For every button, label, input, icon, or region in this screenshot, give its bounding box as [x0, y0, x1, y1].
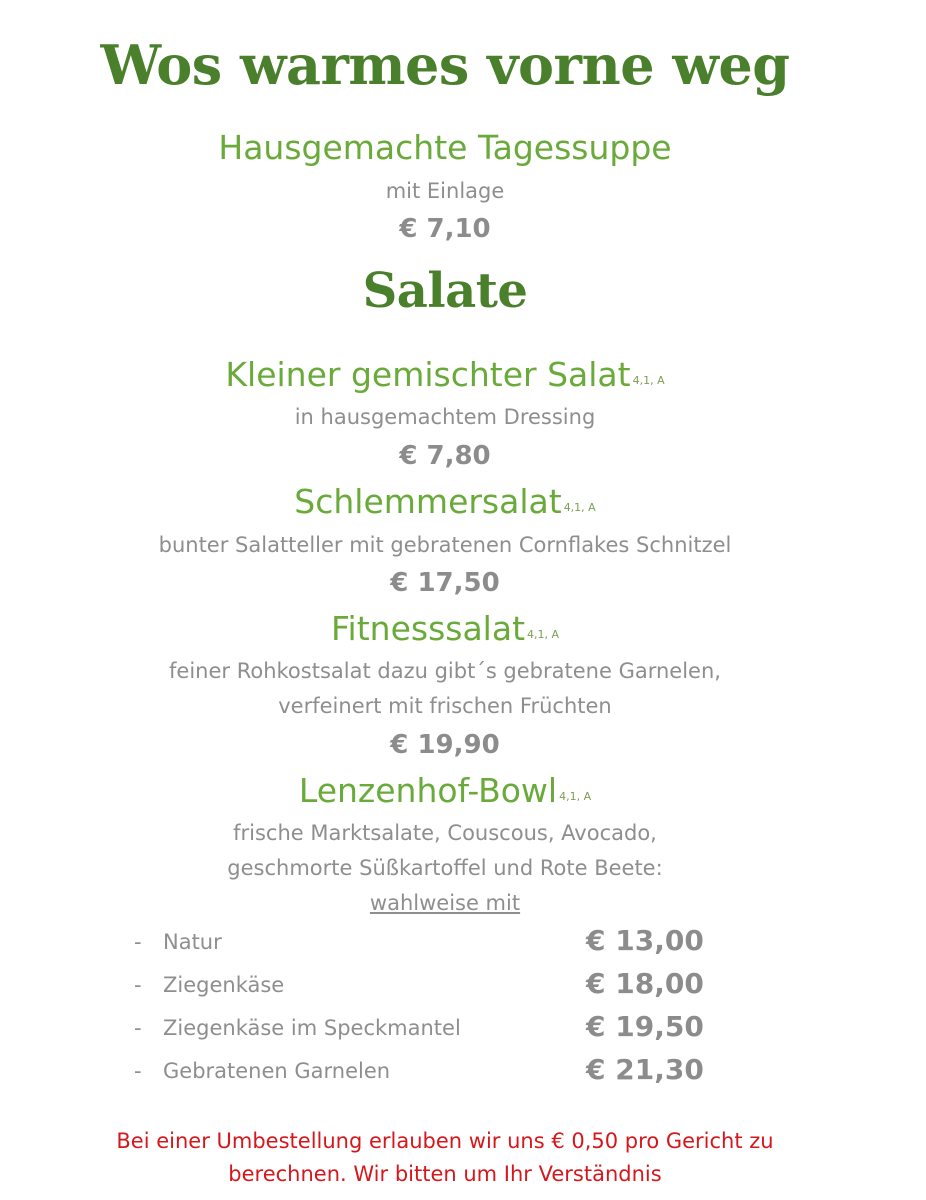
dish-price-soup: € 7,10 [399, 214, 491, 244]
dish-name-soup: Hausgemachte Tagessuppe [218, 128, 672, 167]
option-label: Natur [163, 930, 222, 954]
dish-desc-fitnesssalat-2: verfeinert mit frischen Früchten [278, 694, 612, 718]
dish-desc-soup: mit Einlage [385, 179, 505, 203]
option-label: Ziegenkäse im Speckmantel [163, 1016, 461, 1040]
option-dash: - [134, 1059, 142, 1083]
dish-desc-bowl-2: geschmorte Süßkartoffel und Rote Beete: [227, 856, 663, 880]
option-label: Gebratenen Garnelen [163, 1059, 391, 1083]
dish-name-bowl [0, 771, 890, 811]
dish-price-fitnesssalat: € 19,90 [390, 730, 500, 760]
dish-desc-small-salad: in hausgemachtem Dressing [294, 405, 596, 429]
option-dash: - [134, 930, 142, 954]
dish-name-schlemmersalat [0, 482, 890, 522]
surcharge-notice-line-1: Bei einer Umbestellung erlauben wir uns € 0,50 pro Gericht zu [116, 1129, 774, 1153]
dish-name-small-salad [0, 355, 890, 395]
dish-name-text: Lenzenhof-Bowl [298, 771, 558, 810]
dish-desc-bowl-1: frische Marktsalate, Couscous, Avocado, [233, 821, 657, 845]
allergen-codes: 4,1, A [632, 374, 665, 387]
options-heading: wahlweise mit [369, 891, 521, 915]
section-title-warm: Wos warmes vorne weg [100, 33, 790, 97]
dish-name-text: Schlemmersalat [294, 482, 562, 521]
option-row [0, 922, 926, 964]
dish-desc-fitnesssalat-1: feiner Rohkostsalat dazu gibt´s gebratene Garnelen, [169, 659, 721, 683]
option-price: € 18,00 [586, 967, 704, 1000]
option-dash: - [134, 973, 142, 997]
surcharge-notice-line-2: berechnen. Wir bitten um Ihr Verständnis [228, 1162, 662, 1186]
option-row [0, 1051, 926, 1093]
option-row [0, 965, 926, 1007]
dish-name-text: Kleiner gemischter Salat [225, 355, 631, 394]
dish-price-schlemmersalat: € 17,50 [390, 568, 500, 598]
dish-desc-bowl-3 [0, 886, 890, 920]
section-title-salads: Salate [362, 263, 528, 319]
option-price: € 13,00 [586, 924, 704, 957]
dish-name-fitnesssalat [0, 609, 890, 649]
option-row [0, 1008, 926, 1050]
option-price: € 21,30 [586, 1053, 704, 1086]
option-price: € 19,50 [586, 1010, 704, 1043]
allergen-codes: 4,1, A [527, 628, 560, 641]
option-dash: - [134, 1016, 142, 1040]
allergen-codes: 4,1, A [563, 501, 596, 514]
allergen-codes: 4,1, A [559, 790, 592, 803]
option-label: Ziegenkäse [163, 973, 285, 997]
dish-price-small-salad: € 7,80 [399, 441, 491, 471]
dish-name-text: Fitnesssalat [330, 609, 526, 648]
dish-desc-schlemmersalat: bunter Salatteller mit gebratenen Cornflakes Schnitzel [158, 533, 732, 557]
